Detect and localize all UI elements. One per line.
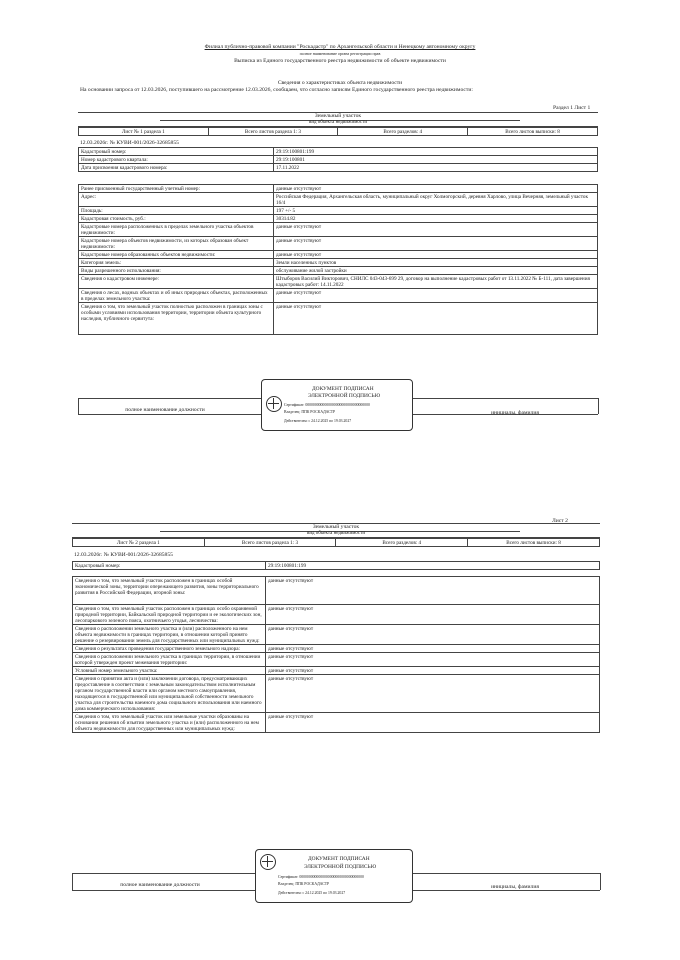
row-label: Сведения о кадастровом инженере: [79,275,274,289]
row-label: Категория земель: [79,259,274,267]
basis-text: На основании запроса от 12.03.2026, поступившего на рассмотрение 12.03.2026, сообщаем, что согласно записям Единого государственного реестра недвижимости: [80,87,473,93]
table-row [79,267,598,275]
row-value: данные отсутствуют [266,577,600,605]
stamp-line: ЭЛЕКТРОННОЙ ПОДПИСЬЮ [304,864,377,870]
sheet-info-table-2 [72,538,600,547]
emblem-icon [266,396,282,412]
extract-title: Выписка из Единого государственного реестра недвижимости об объекте недвижимости [234,58,446,64]
e-signature-stamp-2 [255,849,413,903]
organization-line [0,44,680,51]
table-row [73,562,600,570]
sections-total: Всего разделов: 4 [338,128,468,136]
position-caption: полное наименование должности [125,407,205,413]
row-label: Площадь: [79,207,274,215]
organization-sub: полное наименование органа регистрации прав [299,51,381,56]
table-row [79,148,598,156]
characteristics-table [78,184,598,335]
row-label: Сведения о том, что земельный участок полностью расположен в границах зоны с особыми условиями использования территории, территории объекта культурного наследия, публичного сервитута: [79,303,274,335]
row-value: 29:19:100801:199 [274,148,598,156]
table-row [73,625,600,645]
row-label: Кадастровый номер: [73,562,266,570]
row-label: Сведения о принятии акта и (или) заключении договора, предусматривающих предоставление в соответствии с земельным законодательством исполнительным органом государственной власти или органом местного самоуправления, находящегося в государственной или муниципальной собственности земельного участка для строительства наемного дома социального использования или наемного дома коммерческого использования: [73,675,266,713]
row-value: данные отсутствуют [266,645,600,653]
row-label: Кадастровые номера расположенных в пределах земельного участка объектов недвижимости: [79,223,274,237]
row-value: данные отсутствуют [274,223,598,237]
object-type: Земельный участок [314,113,362,119]
stamp-line: Владелец: ППК РОСКАДАСТР [278,882,330,886]
sheets-total: Всего листов выписки: 8 [468,539,600,547]
row-value: данные отсутствуют [266,625,600,645]
stamp-line: Сертификат: 0000000000000000000000000000000000 [278,875,364,879]
row-label: Кадастровая стоимость, руб.: [79,215,274,223]
object-type-sub-2: вид объекта недвижимости [306,531,366,536]
row-value: Российская Федерация, Архангельская область, муниципальный округ Холмогорский, деревня Харлово, улица Вечерняя, земельный участок 16/4 [274,193,598,207]
row-value: данные отсутствуют [274,251,598,259]
table-row [73,713,600,733]
row-value: данные отсутствуют [274,185,598,193]
row-value: 29:19:100801 [274,156,598,164]
row-label: Кадастровый номер: [79,148,274,156]
sheet-number: Лист № 2 раздела 1 [73,539,205,547]
row-label: Адрес: [79,193,274,207]
position-caption-2: полное наименование должности [120,882,200,888]
table-row [79,289,598,303]
sheet-label-2: Лист 2 [552,518,568,524]
row-label: Кадастровые номера образованных объектов недвижимости: [79,251,274,259]
sheets-in-section: Всего листов раздела 1: 3 [208,128,338,136]
row-label: Условный номер земельного участка: [73,667,266,675]
cad-number-table-2 [72,561,600,570]
row-label: Кадастровые номера объектов недвижимости, из которых образован объект недвижимости: [79,237,274,251]
row-value: данные отсутствуют [266,653,600,667]
row-label: Сведения о том, что земельный участок или земельные участки образованы на основании решения об изъятии земельного участка и (или) расположенного на нем объекта недвижимости для государственных или муниципальных нужд: [73,713,266,733]
row-value: 29:19:100801:199 [266,562,600,570]
row-label: Номер кадастрового квартала: [79,156,274,164]
table-row [79,193,598,207]
section-label: Раздел 1 Лист 1 [553,105,591,111]
row-value: 17.11.2022 [274,164,598,172]
table-row [79,207,598,215]
table-row [79,215,598,223]
name-caption-2: инициалы, фамилия [491,884,539,890]
table-row [79,303,598,335]
e-signature-stamp [261,379,413,431]
row-label: Ранее присвоенный государственный учетный номер: [79,185,274,193]
table-row [79,223,598,237]
stamp-line: ЭЛЕКТРОННОЙ ПОДПИСЬЮ [308,393,381,399]
row-label: Сведения о расположении земельного участка в границах территории, в отношении которой утвержден проект межевания территории: [73,653,266,667]
stamp-line: Владелец: ППК РОСКАДАСТР [284,410,336,414]
characteristics-table-2 [72,576,600,733]
row-value: Штыборов Василий Викторович, СНИЛС 043-043-699 29, договор на выполнение кадастровых работ от 13.11.2022 № Б-111, дата завершения кадастровых работ: 14.11.2022 [274,275,598,289]
record-number-2: 12.03.2026г. № КУВИ-001/2026-32685855 [74,552,173,558]
row-label: Сведения о расположении земельного участка и (или) расположенного на нем объекта недвижимости в границах территории, в отношении которой принято решение о резервировании земель для государственных или муниципальных нужд: [73,625,266,645]
table-row [73,653,600,667]
row-value: 197 +/- 5 [274,207,598,215]
emblem-icon [260,854,276,870]
row-value: данные отсутствуют [274,289,598,303]
table-row [73,605,600,625]
row-value: Земли населенных пунктов [274,259,598,267]
table-row [79,185,598,193]
row-label: Сведения о лесах, водных объектах и об иных природных объектах, расположенных в пределах земельного участка: [79,289,274,303]
stamp-line: ДОКУМЕНТ ПОДПИСАН [312,386,374,392]
stamp-line: Сертификат: 0000000000000000000000000000000000 [284,403,370,407]
row-value: данные отсутствуют [266,605,600,625]
organization-name: Филиал публично-правовой компании "Роскадастр" по Архангельской области и Ненецкому автономному округу [204,44,476,50]
table-row [73,645,600,653]
table-row [79,164,598,172]
row-label: Сведения о том, что земельный участок расположен в границах особой экономической зоны, территории опережающего развития, зоны территориального развития в Российской Федерации, игорной зоны: [73,577,266,605]
row-value: данные отсутствуют [266,675,600,713]
sheets-in-section: Всего листов раздела 1: 3 [204,539,336,547]
name-caption: инициалы, фамилия [491,410,539,416]
row-value: данные отсутствуют [266,713,600,733]
row-label: Виды разрешенного использования: [79,267,274,275]
object-type-sub: вид объекта недвижимости [308,120,368,125]
sheet-info-table [78,127,598,136]
sections-total: Всего разделов: 4 [336,539,468,547]
table-row [79,275,598,289]
row-value: данные отсутствуют [266,667,600,675]
table-row [79,259,598,267]
table-row [79,156,598,164]
section-title: Сведения о характеристиках объекта недвижимости [277,80,403,86]
sheet-number: Лист № 1 раздела 1 [79,128,209,136]
table-row [73,577,600,605]
record-number: 12.03.2026г. № КУВИ-001/2026-32685855 [80,140,179,146]
row-value: данные отсутствуют [274,237,598,251]
row-value: обслуживание жилой застройки [274,267,598,275]
object-type-2: Земельный участок [312,524,360,530]
row-label: Дата присвоения кадастрового номера: [79,164,274,172]
row-label: Сведения о том, что земельный участок расположен в границах особо охраняемой природной территории, Байкальской природной территории и ее экологических зон, лесопаркового зеленого пояса, охотничьего угодья, лесничества: [73,605,266,625]
row-value: данные отсутствуют [274,303,598,335]
sheets-total: Всего листов выписки: 8 [468,128,598,136]
row-value: 30314.82 [274,215,598,223]
row-label: Сведения о результатах проведения государственного земельного надзора: [73,645,266,653]
top-info-table [78,147,598,172]
table-row [73,667,600,675]
stamp-line: Действителен: с 24.12.2025 по 19.03.2027 [278,891,346,895]
stamp-line: Действителен: с 24.12.2025 по 19.03.2027 [284,419,352,423]
table-row [79,251,598,259]
table-row [73,675,600,713]
table-row [79,237,598,251]
stamp-line: ДОКУМЕНТ ПОДПИСАН [308,856,370,862]
